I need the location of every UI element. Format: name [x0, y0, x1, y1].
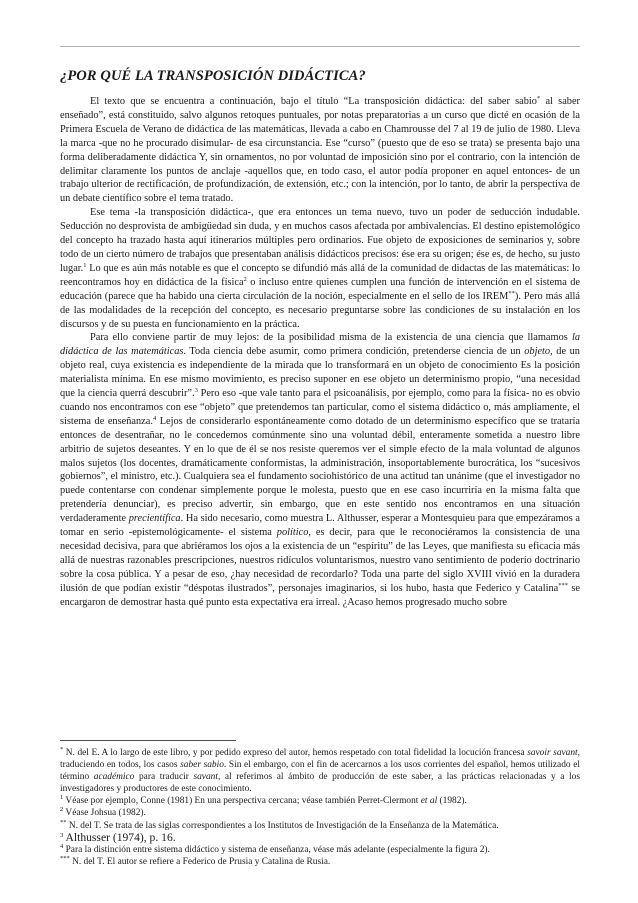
footnote-4: $^4$ Para la distinción entre sistema didáctico y sistema de enseñanza, véase más adelante (especialmente la figura 2). [60, 842, 490, 855]
footnote-ref-1[interactable]: 1 [83, 261, 87, 269]
footnote-1: $^1$ Véase por ejemplo, Conne (1981) En una perspectiva cercana; véase también Perret-Clermont et al (1982). [60, 794, 467, 807]
footnote-ref-2[interactable]: 2 [243, 275, 247, 283]
footnote-ref-3star[interactable]: *** [558, 581, 568, 589]
footnote-3: $^3$ Althusser (1974), p. 16. [60, 830, 176, 844]
footnote-2star: ** N. del T. Se trata de las siglas correspondientes a los Institutos de Investigación de la Enseñanza de la Matemática. [60, 818, 499, 831]
footnote-ref-2star[interactable]: ** [508, 289, 515, 297]
paragraph-1: El texto que se encuentra a continuación, bajo el título “La transposición didáctica: del saber sabio* al saber enseñado”, está constituido, salvo algunos retoques puntuales, por notas preparatorias a un curso que dicté en ocasión de la Primera Escuela de Verano de didáctica de las matemáticas, llevada a cabo en Chamrousse del 7 al 19 de julio de 1980. Lleva la marca -que no he procurado disimular- de esa circunstancia. Ese “curso” (puesto que de eso se trata) se presenta bajo una forma deliberadamente didáctica Y, sin ornamentos, no por voluntad de imposición sino por el contrario, con la intención de delimitar claramente los puntos de anclaje -aquellos que, en todo caso, el autor podía proponer en aquel entonces- de un trabajo ulterior de rectificación, de profundización, de extensión, etc.; con la intención, por lo tanto, de abrir la perspectiva de un debate científico sobre el tema tratado. [60, 95, 580, 205]
paragraph-3: Para ello conviene partir de muy lejos: de la posibilidad misma de la existencia de una ciencia que llamamos la didáctica de las matemáticas. Toda ciencia debe asumir, como primera condición, pretenderse ciencia de un objeto, de un objeto real, cuya existencia es independiente de la mirada que lo transformará en un objeto de conocimiento Es la posición materialista mínima. En ese mismo movimiento, es preciso suponer en ese objeto un determinismo propio, “una necesidad que la ciencia querrá descubrir”.$^3$ Pero eso -que vale tanto para el psicoanálisis, por ejemplo, como para la física- no es obvio cuando nos encontramos con ese “objeto” que pretendemos tan particular, como el sistema didáctico o, más ampliamente, el sistema de enseñanza.$^4$ Lejos de considerarlo espontáneamente como dotado de un determinismo específico que se trataría entonces de desentrañar, no le concedemos comúnmente sino una voluntad débil, enteramente sometida a nuestro libre arbitrio de sujetos deseantes. Y en lo que de él se nos resiste queremos ver el simple efecto de la mala voluntad de algunos malos sujetos (los docentes, dramáticamente conformistas, la administración, insoportablemente burocrática, los “sucesivos gobiernos”, el ministro, etc.). Cualquiera sea el fundamento sociohistórico de una actitud tan unánime (que el investigador no puede contentarse con condenar simplemente porque le molesta, puesto que en ese caso incurriría en la misma falta que pretendería denunciar), es preciso advertir, sin embargo, que en este sentido nos encontramos en una situación verdaderamente precientífica. Ha sido necesario, como muestra L. Althusser, esperar a Montesquieu para que empezáramos a tomar en serio -epistemológicamente- el sistema político, es decir, para que le reconociéramos la consistencia de una necesidad decisiva, para que abriéramos los ojos a la existencia de un “espíritu” de las Leyes, que manifiesta su eficacia más allá de nuestras razonables prescripciones, nuestros ridículos voluntarismos, nuestro vano sentimiento de poderío doctrinario sobre la cosa pública. Y a pesar de eso, ¿hay necesidad de recordarlo? Toda una parte del siglo XVIII vivió en la duradera ilusión de que podían existir “déspotas ilustrados”, personajes imaginarios, si los hubo, hasta que Federico y Catalina*** se encargaron de demostrar hasta qué punto esta expectativa era irreal. ¿Acaso hemos progresado mucho sobre [60, 332, 581, 608]
footnote-3star: *** N. del T. El autor se refiere a Federico de Prusia y Catalina de Rusia. [60, 854, 331, 867]
page-title: ¿POR QUÉ LA TRANSPOSICIÓN DIDÁCTICA? [60, 68, 366, 84]
footnote-ref-3[interactable]: 3 [194, 387, 198, 395]
footnote-ref-4[interactable]: 4 [152, 414, 157, 422]
footnote-star: * N. del E. A lo largo de este libro, y por pedido expreso del autor, hemos respetado con total fidelidad la locución francesa savoir savant, traduciendo en todos, los casos saber sabio. Sin el embargo, con el fin de acercarnos a los usos corrientes del español, hemos utilizado el término académico para traducir savant, al referimos al ámbito de producción de este saber, a las prácticas relacionadas y a los investigadores y productores de este conocimiento. [60, 746, 580, 795]
body-text [60, 95, 580, 610]
paragraph-2: Ese tema -la transposición didáctica-, que era entonces un tema nuevo, tuvo un poder de seducción indudable. Seducción no desprovista de ambigüedad sin duda, y en muchos casos afectada por ambivalencias. El destino epistemológico del concepto ha trazado hasta aquí itinerarios múltiples pero ordinarios. Fue objeto de exposiciones de seminarios y, sobre todo de un cierto número de trabajos que presentaban análisis didácticos precisos: ése era su origen; ése es, de hecho, su justo lugar.$^1$ Lo que es aún más notable es que el concepto se difundió más allá de la comunidad de didactas de las matemáticas: lo reencontramos hoy en didáctica de la física$^2$ o incluso entre quienes cumplen una función de intervención en el sistema de educación (parece que ha habido una cierta circulación de la noción, especialmente en el sello de los IREM**). Pero más allá de las modalidades de la recepción del concepto, es necesario preguntarse sobre las condiciones de su instalación en los discursos y de su puesta en funcionamiento en la práctica. [60, 207, 581, 330]
header-rule [60, 46, 580, 47]
footnote-ref-star[interactable]: * [536, 95, 541, 102]
footnote-2: $^2$ Véase Johsua (1982). [60, 806, 146, 819]
footnote-separator [60, 740, 236, 741]
footnotes [60, 747, 580, 868]
